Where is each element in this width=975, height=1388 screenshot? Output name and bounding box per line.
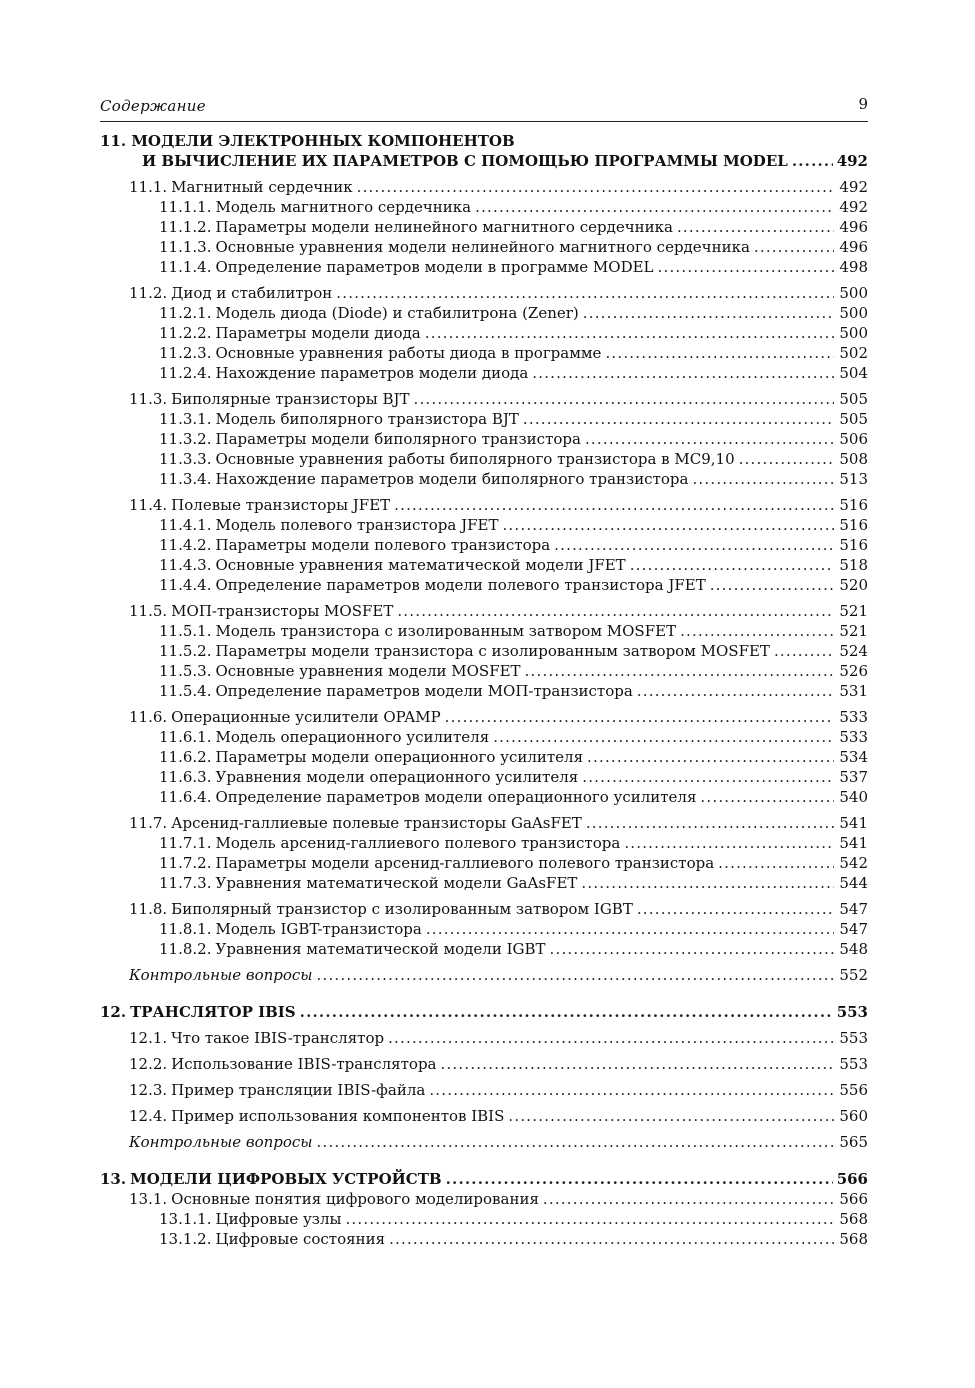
subsection-entry[interactable] [100, 853, 868, 873]
toc-entry-page: 565 [839, 1133, 868, 1151]
toc-entry-number: 11. [100, 132, 127, 150]
section-entry[interactable] [100, 495, 868, 515]
toc-entry-page: 520 [839, 576, 868, 594]
toc-entry-title: Основные уравнения модели MOSFET [215, 662, 521, 680]
toc-entry-page: 500 [839, 304, 868, 322]
toc-entry-page: 521 [839, 622, 868, 640]
toc-entry-page: 542 [839, 854, 868, 872]
toc-entry-title: Основные уравнения модели нелинейного магнитного сердечника [215, 238, 750, 256]
toc-leader-dots [554, 535, 834, 555]
toc-entry-title: МОДЕЛИ ЦИФРОВЫХ УСТРОЙСТВ [130, 1170, 442, 1188]
subsection-entry[interactable] [100, 661, 868, 681]
toc-leader-dots [692, 469, 834, 489]
toc-leader-dots [710, 575, 834, 595]
toc-entry-title: МОДЕЛИ ЭЛЕКТРОННЫХ КОМПОНЕНТОВ [126, 132, 515, 150]
toc-leader-dots [394, 495, 834, 515]
toc-leader-dots [388, 1028, 834, 1048]
toc-entry-number: 11.5.3. [159, 662, 212, 680]
subsection-entry[interactable] [100, 787, 868, 807]
toc-entry-title: Нахождение параметров модели биполярного транзистора [215, 470, 689, 488]
toc-entry-page: 524 [839, 642, 868, 660]
toc-entry-number: 11.7.2. [159, 854, 212, 872]
subsection-entry[interactable] [100, 1229, 868, 1249]
toc-entry-number: 11.7.1. [159, 834, 212, 852]
section-entry[interactable] [100, 601, 868, 621]
toc-leader-dots [586, 813, 834, 833]
toc-entry-page: 502 [839, 344, 868, 362]
toc-leader-dots [583, 303, 834, 323]
toc-entry-number: 11.2.2. [159, 324, 212, 342]
toc-entry-title: Параметры модели полевого транзистора [215, 536, 551, 554]
toc-entry-title: Параметры модели биполярного транзистора [215, 430, 581, 448]
toc-entry-title: Уравнения математической модели IGBT [215, 940, 546, 958]
toc-entry-number: 13.1.1. [159, 1210, 212, 1228]
toc-entry-page: 500 [839, 284, 868, 302]
toc-entry-title: Определение параметров модели МОП-транзистора [215, 682, 633, 700]
toc-leader-dots [637, 899, 834, 919]
toc-leader-dots [658, 257, 834, 277]
toc-leader-dots [550, 939, 834, 959]
subsection-entry[interactable] [100, 323, 868, 343]
subsection-entry[interactable] [100, 833, 868, 853]
toc-leader-dots [774, 641, 834, 661]
toc-entry-page: 513 [839, 470, 868, 488]
toc-leader-dots [300, 1002, 833, 1022]
toc-entry-page: 516 [839, 536, 868, 554]
toc-entry-page: 537 [839, 768, 868, 786]
toc-entry-number: 11.1.2. [159, 218, 212, 236]
toc-entry-title: И ВЫЧИСЛЕНИЕ ИХ ПАРАМЕТРОВ С ПОМОЩЬЮ ПРОГРАММЫ MODEL [142, 152, 788, 170]
subsection-entry[interactable] [100, 343, 868, 363]
toc-entry-title: Параметры модели нелинейного магнитного сердечника [215, 218, 673, 236]
header-rule [100, 121, 868, 122]
toc-entry-page: 556 [839, 1081, 868, 1099]
toc-leader-dots [429, 1080, 834, 1100]
toc-leader-dots [493, 727, 834, 747]
toc-entry-number: 11.3.3. [159, 450, 212, 468]
toc-leader-dots [502, 515, 834, 535]
toc-entry-page: 516 [839, 496, 868, 514]
toc-entry-number: 13.1.2. [159, 1230, 212, 1248]
toc-leader-dots [637, 681, 834, 701]
toc-leader-dots [389, 1229, 834, 1249]
toc-entry-page: 492 [839, 178, 868, 196]
toc-entry-page: 531 [839, 682, 868, 700]
review-questions-entry[interactable] [100, 965, 868, 985]
subsection-entry[interactable] [100, 767, 868, 787]
toc-entry-page: 526 [839, 662, 868, 680]
toc-entry-page: 505 [839, 390, 868, 408]
toc-entry-title: Арсенид-галлиевые полевые транзисторы GaAsFET [171, 814, 582, 832]
toc-entry-title: Модель биполярного транзистора BJT [215, 410, 519, 428]
toc-leader-dots [532, 363, 834, 383]
toc-entry-number: 11.7. [129, 814, 168, 832]
subsection-entry[interactable] [100, 641, 868, 661]
toc-entry-title: Контрольные вопросы [129, 966, 313, 984]
toc-entry-title: Определение параметров модели полевого транзистора JFET [215, 576, 706, 594]
toc-entry-title: Магнитный сердечник [171, 178, 353, 196]
chapter-title-line [100, 131, 868, 151]
toc-leader-dots [543, 1189, 834, 1209]
toc-leader-dots [677, 217, 834, 237]
section-entry[interactable] [100, 283, 868, 303]
toc-entry-title: Уравнения математической модели GaAsFET [215, 874, 578, 892]
toc-entry-title: ТРАНСЛЯТОР IBIS [130, 1003, 296, 1021]
toc-entry-title: Биполярные транзисторы BJT [171, 390, 410, 408]
toc-leader-dots [317, 1132, 834, 1152]
toc-leader-dots [525, 661, 834, 681]
toc-entry-page: 552 [839, 966, 868, 984]
section-entry[interactable] [100, 1106, 868, 1126]
toc-entry-page: 566 [836, 1170, 868, 1188]
chapter-entry[interactable] [100, 1169, 868, 1189]
toc-entry-number: 13.1. [129, 1190, 168, 1208]
toc-entry-number: 11.6.3. [159, 768, 212, 786]
toc-entry-title: Что такое IBIS-транслятор [171, 1029, 385, 1047]
toc-entry-number: 11.5. [129, 602, 168, 620]
toc-entry-title: Модель транзистора с изолированным затвором MOSFET [215, 622, 677, 640]
toc-entry-title: Модель арсенид-галлиевого полевого транзистора [215, 834, 621, 852]
toc-entry-number: 11.3.2. [159, 430, 212, 448]
subsection-entry[interactable] [100, 873, 868, 893]
subsection-entry[interactable] [100, 1209, 868, 1229]
toc-entry-title: МОП-транзисторы MOSFET [171, 602, 394, 620]
subsection-entry[interactable] [100, 363, 868, 383]
toc-entry-number: 11.4.3. [159, 556, 212, 574]
toc-leader-dots [624, 833, 834, 853]
toc-leader-dots [523, 409, 834, 429]
toc-entry-title: Модель IGBT-транзистора [215, 920, 422, 938]
toc-entry-number: 11.7.3. [159, 874, 212, 892]
toc-entry-page: 566 [839, 1190, 868, 1208]
toc-entry-page: 496 [839, 218, 868, 236]
section-entry[interactable] [100, 177, 868, 197]
toc-entry-title: Пример трансляции IBIS-файла [171, 1081, 426, 1099]
toc-entry-number: 11.2.3. [159, 344, 212, 362]
toc-entry-page: 516 [839, 516, 868, 534]
toc-leader-dots [680, 621, 834, 641]
toc-entry-number: 11.5.1. [159, 622, 212, 640]
toc-entry-number: 11.5.2. [159, 642, 212, 660]
toc-entry-number: 12. [100, 1003, 127, 1021]
subsection-entry[interactable] [100, 621, 868, 641]
toc-entry-title: Параметры модели транзистора с изолированным затвором MOSFET [215, 642, 770, 660]
subsection-entry[interactable] [100, 449, 868, 469]
toc-entry-title: Пример использования компонентов IBIS [171, 1107, 505, 1125]
toc-entry-page: 553 [836, 1003, 868, 1021]
toc-entry-page: 521 [839, 602, 868, 620]
toc-entry-title: Модель диода (Diode) и стабилитрона (Zener) [215, 304, 579, 322]
subsection-entry[interactable] [100, 409, 868, 429]
toc-entry-title: Модель операционного усилителя [215, 728, 490, 746]
toc-entry-title: Определение параметров модели в программе MODEL [215, 258, 654, 276]
toc-entry-number: 11.2. [129, 284, 168, 302]
page-number: 9 [858, 95, 868, 113]
toc-entry-page: 568 [839, 1210, 868, 1228]
toc-entry-page: 568 [839, 1230, 868, 1248]
toc-entry-number: 11.1.3. [159, 238, 212, 256]
toc-entry-page: 492 [839, 198, 868, 216]
toc-entry-number: 11.8.2. [159, 940, 212, 958]
toc-leader-dots [445, 707, 834, 727]
table-of-contents [100, 131, 868, 1249]
section-entry[interactable] [100, 899, 868, 919]
toc-leader-dots [414, 389, 835, 409]
toc-entry-number: 11.6.1. [159, 728, 212, 746]
toc-entry-number: 11.6.2. [159, 748, 212, 766]
toc-entry-page: 541 [839, 834, 868, 852]
toc-entry-title: Цифровые состояния [215, 1230, 386, 1248]
toc-leader-dots [357, 177, 834, 197]
subsection-entry[interactable] [100, 303, 868, 323]
toc-entry-number: 11.4.4. [159, 576, 212, 594]
toc-entry-title: Определение параметров модели операционного усилителя [215, 788, 697, 806]
toc-leader-dots [582, 767, 834, 787]
toc-entry-title: Нахождение параметров модели диода [215, 364, 529, 382]
toc-entry-title: Основные уравнения работы диода в программе [215, 344, 602, 362]
subsection-entry[interactable] [100, 575, 868, 595]
toc-leader-dots [581, 873, 834, 893]
toc-entry-title: Параметры модели операционного усилителя [215, 748, 584, 766]
toc-entry-title: Биполярный транзистор с изолированным затвором IGBT [171, 900, 633, 918]
section-entry[interactable] [100, 1080, 868, 1100]
section-entry[interactable] [100, 1028, 868, 1048]
toc-entry-title: Основные понятия цифрового моделирования [171, 1190, 539, 1208]
toc-leader-dots [446, 1169, 833, 1189]
subsection-entry[interactable] [100, 197, 868, 217]
toc-leader-dots [792, 151, 833, 171]
toc-leader-dots [345, 1209, 834, 1229]
toc-entry-page: 540 [839, 788, 868, 806]
toc-entry-page: 534 [839, 748, 868, 766]
toc-entry-number: 11.2.4. [159, 364, 212, 382]
toc-entry-page: 541 [839, 814, 868, 832]
toc-entry-page: 533 [839, 708, 868, 726]
toc-entry-number: 12.1. [129, 1029, 168, 1047]
toc-leader-dots [441, 1054, 835, 1074]
toc-entry-number: 12.2. [129, 1055, 168, 1073]
subsection-entry[interactable] [100, 939, 868, 959]
toc-entry-page: 553 [839, 1029, 868, 1047]
toc-entry-number: 11.3.1. [159, 410, 212, 428]
toc-leader-dots [700, 787, 834, 807]
toc-entry-number: 11.6. [129, 708, 168, 726]
subsection-entry[interactable] [100, 727, 868, 747]
toc-entry-title: Диод и стабилитрон [171, 284, 333, 302]
toc-leader-dots [587, 747, 834, 767]
toc-entry-page: 492 [836, 152, 868, 170]
subsection-entry[interactable] [100, 237, 868, 257]
toc-leader-dots [425, 323, 834, 343]
toc-entry-title: Параметры модели арсенид-галлиевого полевого транзистора [215, 854, 715, 872]
toc-entry-page: 500 [839, 324, 868, 342]
toc-entry-number: 11.4. [129, 496, 168, 514]
toc-leader-dots [739, 449, 834, 469]
section-entry[interactable] [100, 389, 868, 409]
toc-entry-number: 11.5.4. [159, 682, 212, 700]
toc-entry-number: 13. [100, 1170, 127, 1188]
section-entry[interactable] [100, 707, 868, 727]
toc-entry-page: 553 [839, 1055, 868, 1073]
section-entry[interactable] [100, 1054, 868, 1074]
subsection-entry[interactable] [100, 681, 868, 701]
toc-leader-dots [426, 919, 834, 939]
toc-leader-dots [336, 283, 834, 303]
toc-entry-number: 11.1.4. [159, 258, 212, 276]
subsection-entry[interactable] [100, 535, 868, 555]
toc-leader-dots [754, 237, 834, 257]
toc-entry-page: 548 [839, 940, 868, 958]
toc-entry-page: 518 [839, 556, 868, 574]
toc-entry-title: Основные уравнения работы биполярного транзистора в MC9,10 [215, 450, 735, 468]
toc-leader-dots [605, 343, 834, 363]
toc-entry-page: 547 [839, 920, 868, 938]
toc-leader-dots [397, 601, 834, 621]
toc-entry-number: 11.4.2. [159, 536, 212, 554]
subsection-entry[interactable] [100, 217, 868, 237]
section-entry[interactable] [100, 1189, 868, 1209]
toc-entry-title: Модель магнитного сердечника [215, 198, 472, 216]
toc-entry-page: 508 [839, 450, 868, 468]
review-questions-entry[interactable] [100, 1132, 868, 1152]
toc-entry-page: 498 [839, 258, 868, 276]
subsection-entry[interactable] [100, 257, 868, 277]
toc-leader-dots [317, 965, 834, 985]
toc-entry-page: 547 [839, 900, 868, 918]
toc-entry-title: Уравнения модели операционного усилителя [215, 768, 579, 786]
toc-entry-number: 12.4. [129, 1107, 168, 1125]
section-entry[interactable] [100, 813, 868, 833]
toc-entry-page: 496 [839, 238, 868, 256]
running-header-title: Содержание [100, 97, 206, 115]
toc-leader-dots [475, 197, 834, 217]
subsection-entry[interactable] [100, 429, 868, 449]
toc-leader-dots [585, 429, 834, 449]
toc-entry-title: Контрольные вопросы [129, 1133, 313, 1151]
toc-leader-dots [718, 853, 834, 873]
toc-entry-title: Операционные усилители OPAMP [171, 708, 441, 726]
chapter-entry[interactable] [100, 151, 868, 171]
subsection-entry[interactable] [100, 919, 868, 939]
toc-entry-number: 11.3. [129, 390, 168, 408]
toc-entry-page: 505 [839, 410, 868, 428]
toc-entry-title: Параметры модели диода [215, 324, 421, 342]
toc-entry-title: Основные уравнения математической модели JFET [215, 556, 626, 574]
toc-entry-number: 11.8.1. [159, 920, 212, 938]
toc-entry-page: 544 [839, 874, 868, 892]
toc-leader-dots [508, 1106, 834, 1126]
toc-entry-number: 12.3. [129, 1081, 168, 1099]
subsection-entry[interactable] [100, 747, 868, 767]
toc-entry-title: Полевые транзисторы JFET [171, 496, 391, 514]
toc-entry-page: 560 [839, 1107, 868, 1125]
toc-leader-dots [630, 555, 834, 575]
toc-entry-number: 11.3.4. [159, 470, 212, 488]
subsection-entry[interactable] [100, 555, 868, 575]
subsection-entry[interactable] [100, 515, 868, 535]
subsection-entry[interactable] [100, 469, 868, 489]
toc-entry-number: 11.6.4. [159, 788, 212, 806]
toc-entry-title: Цифровые узлы [215, 1210, 342, 1228]
toc-entry-number: 11.4.1. [159, 516, 212, 534]
toc-entry-number: 11.1. [129, 178, 168, 196]
toc-entry-page: 533 [839, 728, 868, 746]
toc-entry-title: Использование IBIS-транслятора [171, 1055, 437, 1073]
running-header [100, 95, 868, 117]
toc-entry-number: 11.8. [129, 900, 168, 918]
toc-entry-title: Модель полевого транзистора JFET [215, 516, 499, 534]
toc-entry-page: 506 [839, 430, 868, 448]
toc-entry-number: 11.1.1. [159, 198, 212, 216]
toc-entry-page: 504 [839, 364, 868, 382]
chapter-entry[interactable] [100, 1002, 868, 1022]
toc-entry-number: 11.2.1. [159, 304, 212, 322]
